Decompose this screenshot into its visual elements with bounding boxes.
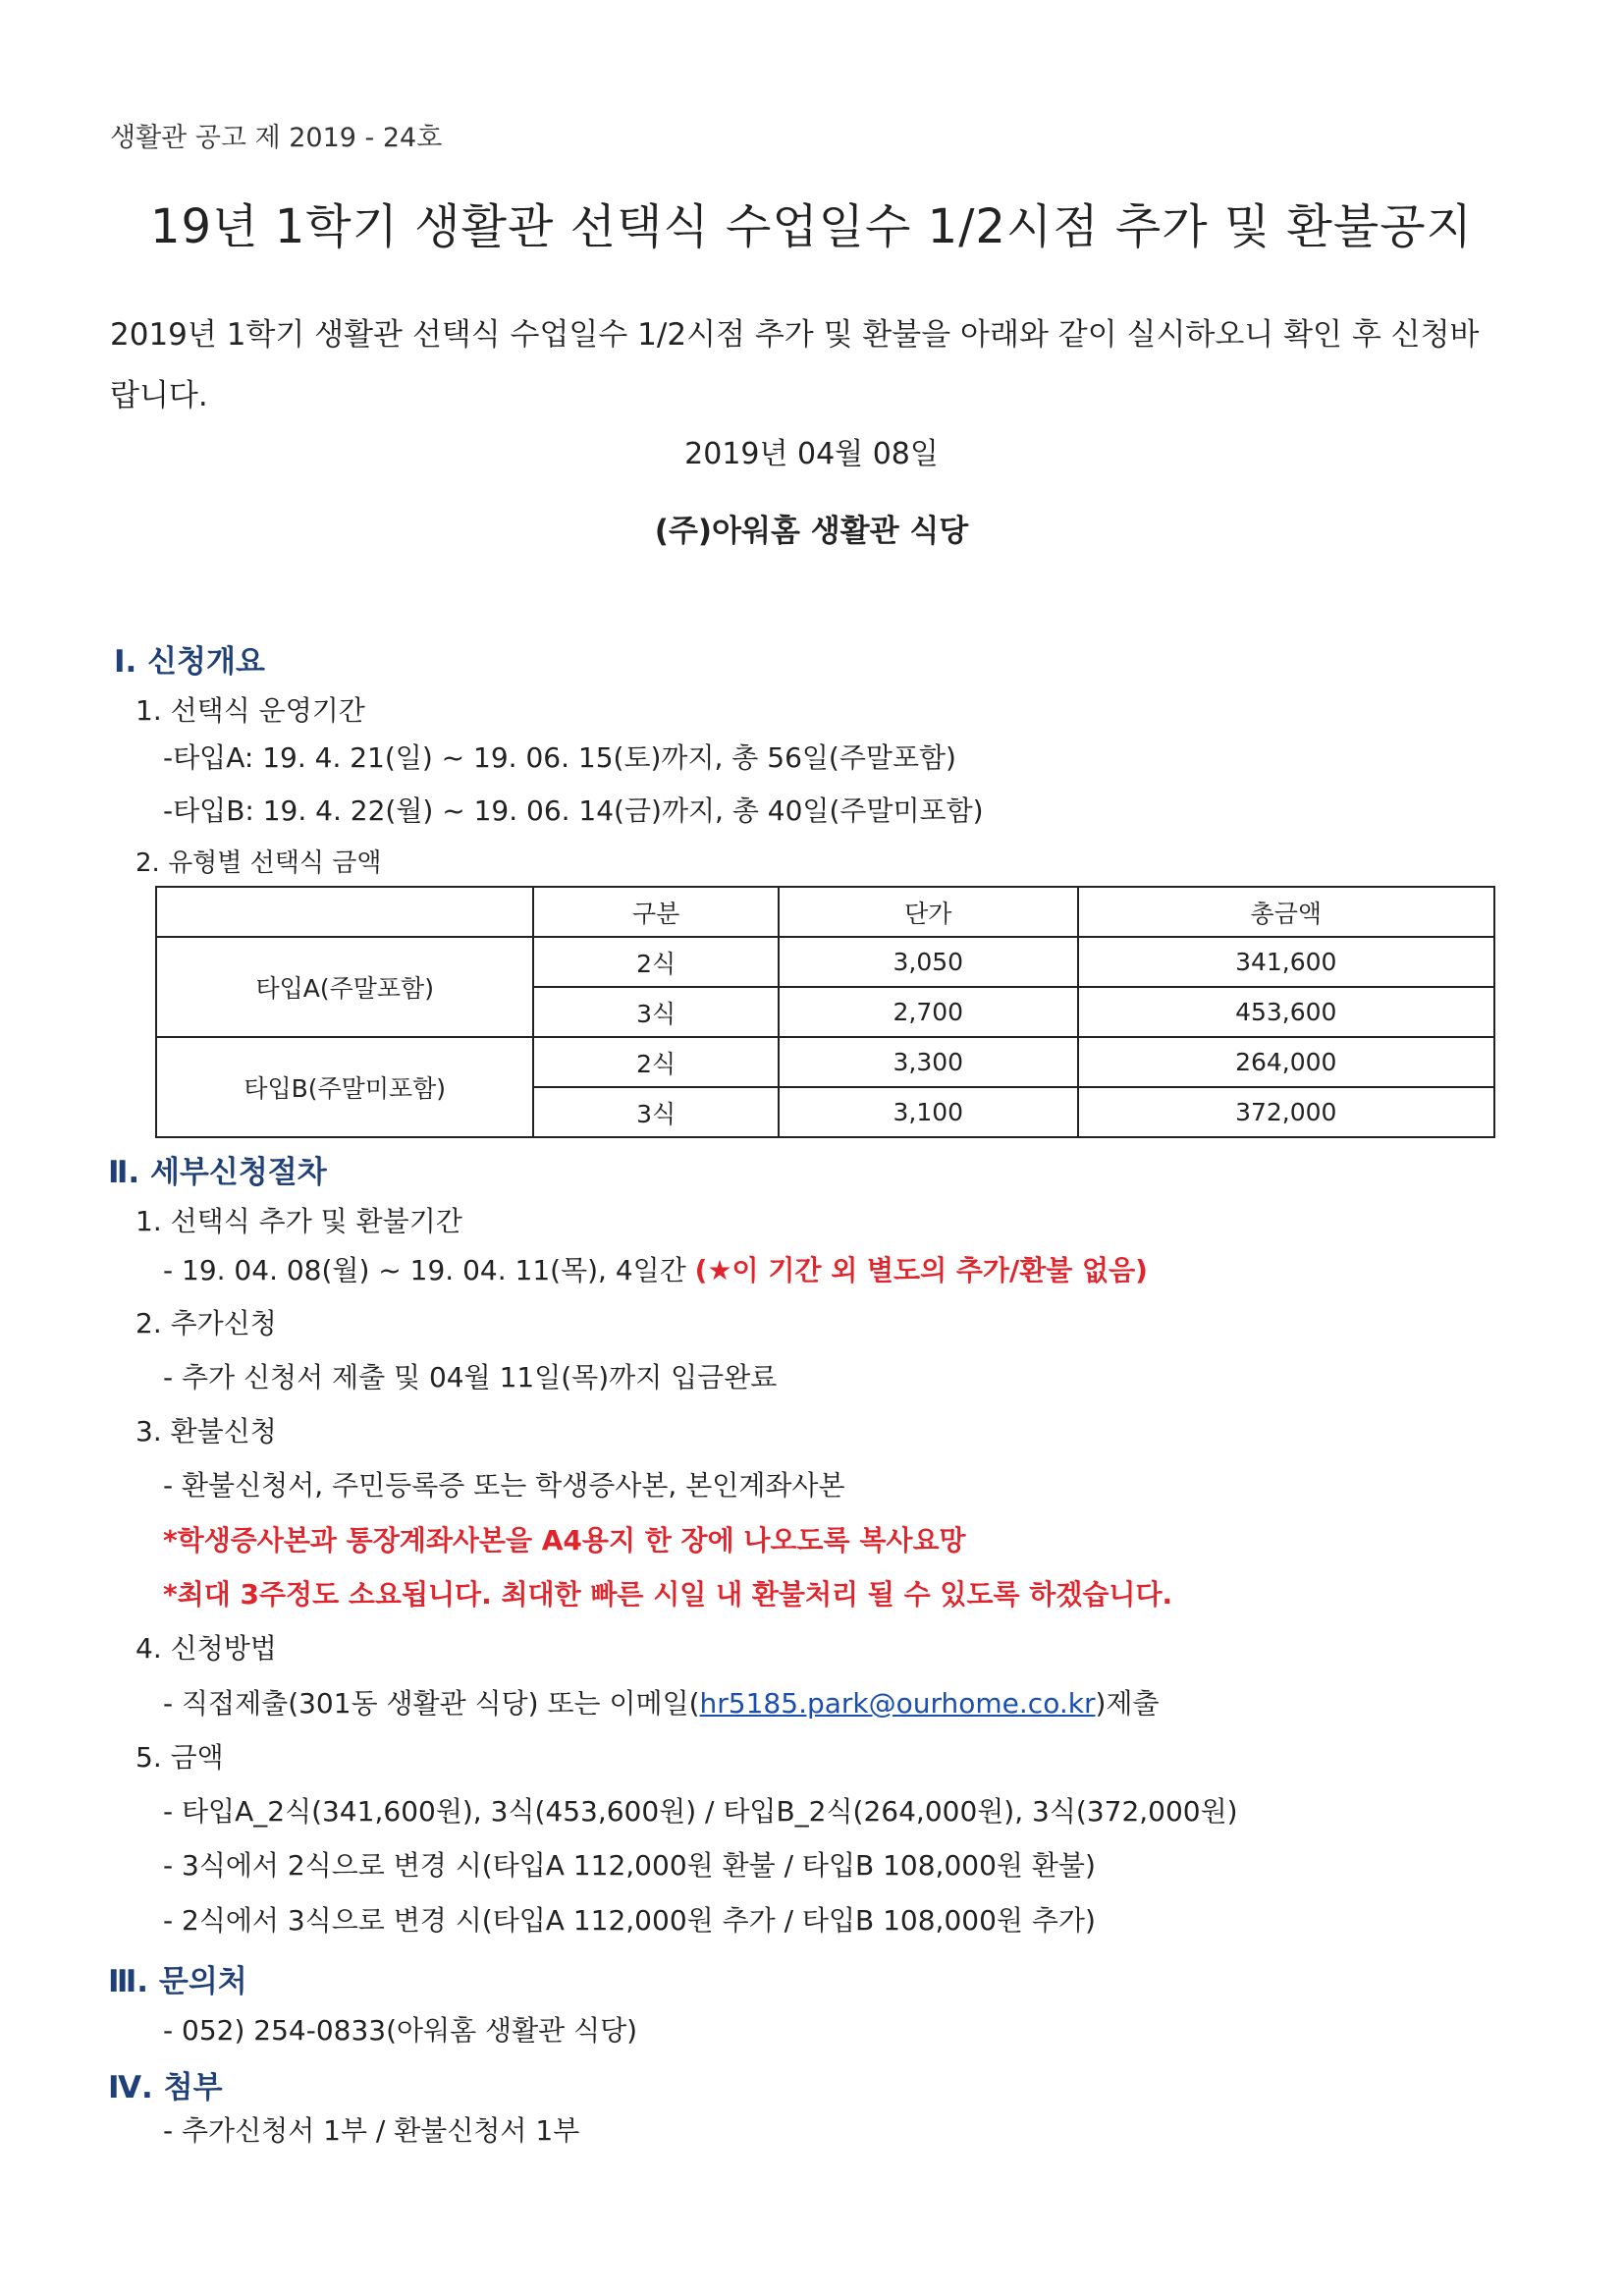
section-2-item-4: 4. 신청방법 xyxy=(135,1632,277,1665)
submission-method-suffix: )제출 xyxy=(1095,1687,1160,1720)
table-cell: 453,600 xyxy=(1078,987,1494,1037)
section-1-heading: Ⅰ. 신청개요 xyxy=(114,644,265,680)
table-cell: 341,600 xyxy=(1078,937,1494,987)
section-2-item-3: 3. 환불신청 xyxy=(135,1415,277,1448)
copy-instruction-note: *학생증사본과 통장계좌사본을 A4용지 한 장에 나오도록 복사요망 xyxy=(163,1524,966,1557)
attachment-line: - 추가신청서 1부 / 환불신청서 1부 xyxy=(163,2114,580,2147)
table-cell: 372,000 xyxy=(1078,1087,1494,1137)
table-cell: 3식 xyxy=(533,987,779,1037)
section-4-heading: Ⅳ. 첨부 xyxy=(108,2070,223,2105)
type-cell: 타입B(주말미포함) xyxy=(156,1037,533,1137)
section-2-heading: Ⅱ. 세부신청절차 xyxy=(108,1155,327,1190)
add-application-line: - 추가 신청서 제출 및 04월 11일(목)까지 입금완료 xyxy=(163,1361,778,1394)
amount-line: - 2식에서 3식으로 변경 시(타입A 112,000원 추가 / 타입B 108,000원 추가) xyxy=(163,1904,1096,1937)
email-link[interactable]: hr5185.park@ourhome.co.kr xyxy=(699,1687,1096,1720)
contact-line: - 052) 254-0833(아워홈 생활관 식당) xyxy=(163,2014,638,2047)
amount-line: - 3식에서 2식으로 변경 시(타입A 112,000원 환불 / 타입B 108,000원 환불) xyxy=(163,1849,1096,1882)
section-1-item-2: 2. 유형별 선택식 금액 xyxy=(135,848,382,878)
table-header-cell: 단가 xyxy=(779,887,1078,937)
notice-date: 2019년 04월 08일 xyxy=(684,437,939,471)
type-a-period: -타입A: 19. 4. 21(일) ~ 19. 06. 15(토)까지, 총 56일(주말포함) xyxy=(163,741,956,774)
refund-docs-line: - 환불신청서, 주민등록증 또는 학생증사본, 본인계좌사본 xyxy=(163,1469,845,1502)
type-b-period: -타입B: 19. 4. 22(월) ~ 19. 06. 14(금)까지, 총 40일(주말미포함) xyxy=(163,794,984,827)
table-cell: 3,300 xyxy=(779,1037,1078,1087)
table-header-row xyxy=(156,887,1494,937)
table-row xyxy=(156,937,1494,987)
notice-number: 생활관 공고 제 2019 - 24호 xyxy=(110,123,443,153)
table-cell: 2식 xyxy=(533,1037,779,1087)
amount-line: - 타입A_2식(341,600원), 3식(453,600원) / 타입B_2식(264,000원), 3식(372,000원) xyxy=(163,1795,1238,1828)
table-header-cell: 구분 xyxy=(533,887,779,937)
table-cell: 2식 xyxy=(533,937,779,987)
table-cell: 264,000 xyxy=(1078,1037,1494,1087)
refund-period-text: - 19. 04. 08(월) ~ 19. 04. 11(목), 4일간 xyxy=(163,1254,695,1286)
section-2-item-2: 2. 추가신청 xyxy=(135,1307,277,1339)
processing-time-note: *최대 3주정도 소요됩니다. 최대한 빠른 시일 내 환불처리 될 수 있도록 하겠습니다. xyxy=(163,1578,1173,1611)
submission-method-line xyxy=(163,1682,1160,1722)
section-2-item-1: 1. 선택식 추가 및 환불기간 xyxy=(135,1205,462,1237)
section-3-heading: Ⅲ. 문의처 xyxy=(108,1964,247,1999)
submission-method-text: - 직접제출(301동 생활관 식당) 또는 이메일( xyxy=(163,1687,700,1720)
table-cell: 3식 xyxy=(533,1087,779,1137)
price-table xyxy=(155,886,1495,1138)
refund-period-line xyxy=(163,1249,1148,1288)
intro-text: 2019년 1학기 생활관 선택식 수업일수 1/2시점 추가 및 환불을 아래와 같이 실시하오니 확인 후 신청바랍니다. xyxy=(110,317,1480,413)
section-1-item-1: 1. 선택식 운영기간 xyxy=(135,694,365,727)
table-row xyxy=(156,1037,1494,1087)
page-title: 19년 1학기 생활관 선택식 수업일수 1/2시점 추가 및 환불공지 xyxy=(149,199,1474,254)
table-header-cell xyxy=(156,887,533,937)
table-header-cell: 총금액 xyxy=(1078,887,1494,937)
table-cell: 2,700 xyxy=(779,987,1078,1037)
table-cell: 3,050 xyxy=(779,937,1078,987)
organization: (주)아워홈 생활관 식당 xyxy=(654,514,969,549)
section-2-item-5: 5. 금액 xyxy=(135,1741,224,1774)
type-cell: 타입A(주말포함) xyxy=(156,937,533,1037)
refund-period-warning: (★이 기간 외 별도의 추가/환불 없음) xyxy=(694,1254,1148,1286)
table-cell: 3,100 xyxy=(779,1087,1078,1137)
